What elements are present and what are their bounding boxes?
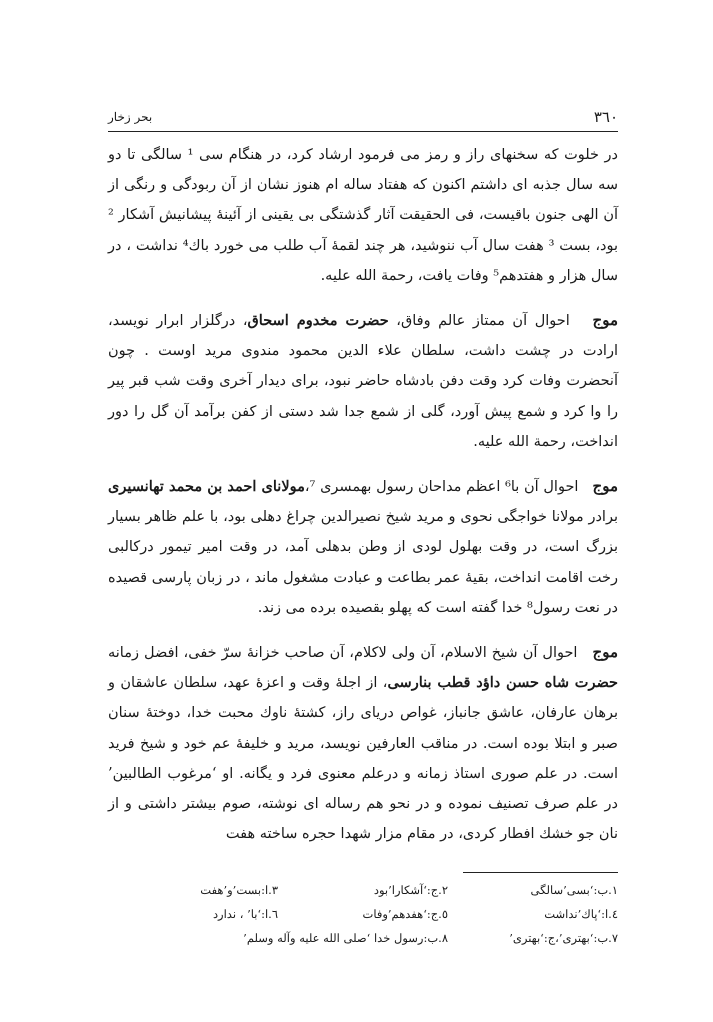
- footnote: ٦.ا:‘با’ ، ندارد: [212, 907, 278, 921]
- section-lead: موج: [592, 311, 618, 330]
- footnote: ٣.ا:بست’و’هفت: [200, 883, 278, 897]
- paragraph-1: [108, 140, 618, 291]
- paragraph-intro: احوال آن ممتاز عالم وفاق،: [396, 313, 570, 330]
- footnote-row: [108, 878, 618, 902]
- paragraph-intro: احوال آن با⁶ اعظم مداحان رسول بهمسری ⁷،: [304, 479, 579, 496]
- page-number: ٣٦٠: [593, 108, 618, 126]
- running-title: بحر زخار: [108, 110, 153, 124]
- paragraph-text: ، از اجلۀ وقت و اعزۀ عهد، سلطان عاشقان و برهان عارفان، عاشق جانباز، غواص دریای راز، کشتۀ ناوك محبت خدا، دوختۀ سنان صبر و ابتلا بوده است. در مناقب العارفین نویسد، مرید و خلیفۀ عم خود و شیخ فرید است. در علم صوری استاذ زمانه و درعلم معنوی فرد و یگانه. او ‘مرغوب الطالبین’ در علم صرف تصنیف نموده و در نحو هم رساله ای نوشته، صوم بیشتر داشتی و از نان جو خشك افطار کردی، در مقام مزار شهدا حجره ساخته هفت: [108, 675, 618, 843]
- paragraph-text: ، درگلزار ابرار نویسد، ارادت در چشت داشت، سلطان علاء الدین محمود مندوی مرید اوست . چون آنحضرت وفات کرد وقت دفن بادشاه حاضر نبود، برای دیدار آخری وقت شب قبر پیر را وا کرد و شمع پیش آورد، گلی از شمع جدا شد دستی از کفن برآمد آن گل را دور انداخت، رحمة الله علیه.: [108, 313, 618, 450]
- footnote: ٥.ج:‘هفدهم’وفات: [362, 907, 448, 921]
- body-text: [108, 140, 618, 849]
- footnote-row: [108, 902, 618, 926]
- person-name: مولانای احمد بن محمد تهانسیری: [108, 478, 305, 496]
- footnote: ٨.ب:رسول خدا ‘صلی الله علیه وآله وسلم’: [243, 931, 448, 945]
- section-lead: موج: [592, 643, 619, 662]
- paragraph-text: برادر مولانا خواجگی نحوی و مرید شیخ نصیرالدین چراغ دهلی بود، با علم ظاهر بسیار بزرگ است، در وقت بهلول لودی از وطن بدهلی آمد، در وقت امیر تیمور درکالبی رخت اقامت انداخت، بقیۀ عمر بطاعت و عبادت مشغول ماند ، در زبان پارسی قصیده در نعت رسول⁸ خدا گفته است که پهلو بقصیده برده می زند.: [108, 509, 618, 616]
- person-name: حضرت شاه حسن داؤد قطب بنارسی: [387, 674, 618, 692]
- paragraph-intro: احوال آن شیخ الاسلام، آن ولی لاکلام، آن صاحب خزانۀ سرّ خفی، افضل زمانه: [108, 645, 578, 662]
- section-lead: موج: [592, 477, 618, 496]
- person-name: حضرت مخدوم اسحاق: [247, 312, 389, 330]
- paragraph-3: [108, 471, 618, 623]
- paragraph-text: در خلوت که سخنهای راز و رمز می فرمود ارشاد کرد، در هنگام سی ¹ سالگی تا دو سه سال جذبه ای داشتم اکنون که هفتاد ساله ام هنوز نشان از آن ربودگی و رنگی از آن الهی جنون باقیست، فی الحقیقت آثار گذشتگی بی یقینی از آئینۀ پیشانیش آشکار ² بود، بست ³ هفت سال آب ننوشید، هر چند لقمۀ آب طلب می خورد باك⁴ نداشت ، در سال هزار و هفتدهم⁵ وفات یافت، رحمة الله علیه.: [108, 147, 618, 284]
- footnote: ٢.ج:‘آشکارا’بود: [373, 883, 448, 897]
- footnote: ٧.ب:‘بهتری’،ج:‘بهتری’: [509, 931, 618, 945]
- footnote: ٤.ا:‘پاك’نداشت: [544, 907, 618, 921]
- footnote-rule: [463, 872, 618, 873]
- paragraph-2: [108, 305, 618, 457]
- paragraph-4: [108, 637, 618, 849]
- footnotes: [108, 878, 618, 950]
- page-header: [108, 108, 618, 130]
- footnote-row: [108, 926, 618, 950]
- footnote: ١.ب:‘بسی’سالگی: [530, 883, 618, 897]
- header-rule: [108, 131, 618, 132]
